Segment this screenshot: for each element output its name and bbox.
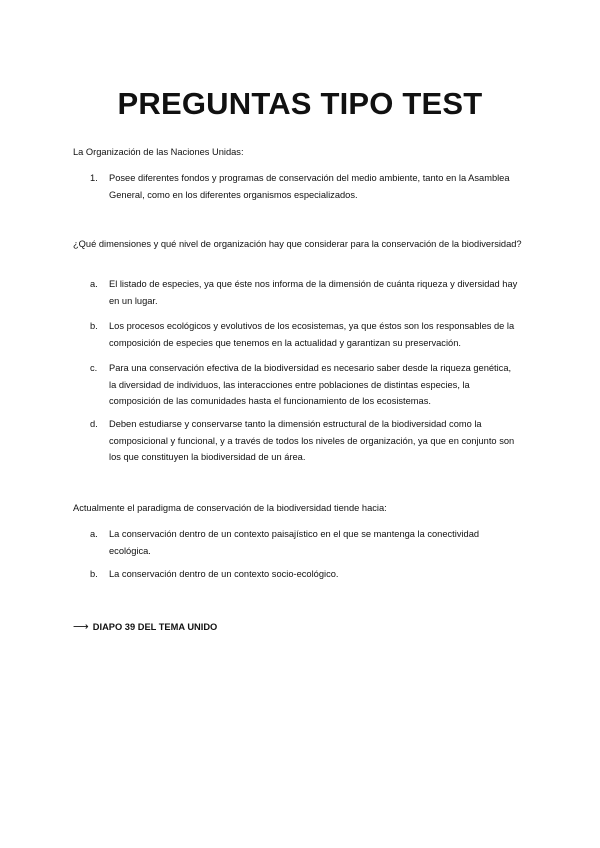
question-3: Actualmente el paradigma de conservación de la biodiversidad tiende hacia: — [73, 503, 387, 513]
option-text: El listado de especies, ya que éste nos informa de la dimensión de cuánta riqueza y diversidad hay en un lugar. — [109, 279, 518, 306]
option-text: La conservación dentro de un contexto paisajístico en el que se mantenga la conectividad ecológica. — [109, 529, 480, 556]
option-text: La conservación dentro de un contexto socio-ecológico. — [109, 569, 339, 579]
arrow-right-icon: ⟶ — [73, 621, 89, 633]
option-marker: 1. — [90, 173, 98, 183]
option-text: Los procesos ecológicos y evolutivos de los ecosistemas, ya que éstos son los responsables de la composición de especies que tenemos en la actualidad y garantizan su preservación. — [109, 321, 515, 348]
slide-reference-text: DIAPO 39 DEL TEMA UNIDO — [92, 622, 218, 632]
question-1: La Organización de las Naciones Unidas: — [73, 147, 244, 157]
option-marker: b. — [90, 321, 98, 331]
option-text: Deben estudiarse y conservarse tanto la dimensión estructural de la biodiversidad como la composicional y funcional, y a través de todos los niveles de organización, ya que en conjunto son los que constituyen la biodiversidad de un área. — [109, 419, 515, 462]
option-marker: a. — [90, 279, 98, 289]
q3-option-a — [90, 526, 520, 559]
option-marker: b. — [90, 569, 98, 579]
q1-option-1 — [90, 170, 520, 203]
q2-option-b — [90, 318, 520, 351]
q2-option-a — [90, 276, 520, 309]
option-marker: c. — [90, 363, 98, 373]
page-title: PREGUNTAS TIPO TEST — [117, 86, 483, 121]
q3-option-b — [90, 566, 520, 583]
q2-option-c — [90, 360, 520, 410]
slide-reference-note — [73, 620, 217, 633]
option-text: Posee diferentes fondos y programas de conservación del medio ambiente, tanto en la Asamblea General, como en los diferentes organismos especializados. — [109, 173, 510, 200]
option-text: Para una conservación efectiva de la biodiversidad es necesario saber desde la riqueza genética, la diversidad de individuos, las interacciones entre poblaciones de distintas especies, la composición de las comunidades hasta el funcionamiento de los ecosistemas. — [109, 363, 512, 406]
question-2: ¿Qué dimensiones y qué nivel de organización hay que considerar para la conservación de la biodiversidad? — [73, 239, 522, 249]
option-marker: a. — [90, 529, 98, 539]
option-marker: d. — [90, 419, 98, 429]
q2-option-d — [90, 416, 520, 466]
